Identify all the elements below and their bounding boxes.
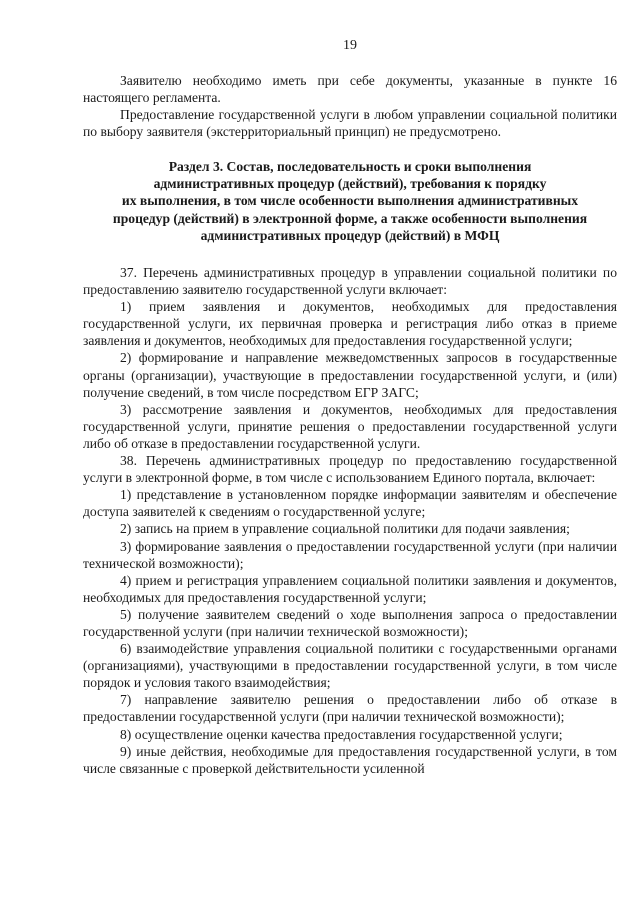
section-heading-line: их выполнения, в том числе особенности выполнения административных — [121, 193, 579, 209]
paragraph-item-37: 37. Перечень административных процедур в управлении социальной политики по предоставлению заявителю государственной услуги включает: — [83, 265, 617, 298]
section-heading-line: административных процедур (действий), требования к порядку — [153, 176, 547, 192]
page-number: 19 — [343, 38, 357, 53]
list-item: 8) осуществление оценки качества предоставления государственной услуги; — [120, 726, 563, 742]
section-heading-line: Раздел 3. Состав, последовательность и сроки выполнения — [168, 159, 532, 174]
section-heading-line: процедур (действий) в электронной форме, а также особенности выполнения — [112, 210, 588, 226]
paragraph: Предоставление государственной услуги в любом управлении социальной политики по выбору заявителя (экстерриториальный принцип) не предусмотрено. — [83, 107, 617, 140]
section-body — [83, 264, 617, 777]
list-item: 2) запись на прием в управление социальной политики для подачи заявления; — [120, 521, 570, 537]
list-item: 1) представление в установленном порядке информации заявителям и обеспечение доступа заявителей к сведениям о государственной услуге; — [83, 487, 617, 520]
list-item: 6) взаимодействие управления социальной политики с государственными органами (организациями), участвующими в предоставлении государственной услуги, в том числе порядок и условия такого взаимодействия; — [83, 641, 617, 691]
list-item: 9) иные действия, необходимые для предоставления государственной услуги, в том числе связанные с проверкой действительности усиленной — [83, 743, 617, 776]
section-heading — [83, 158, 617, 244]
list-item: 3) формирование заявления о предоставлении государственной услуги (при наличии технической возможности); — [83, 538, 617, 571]
section-heading-line: административных процедур (действий) в МФЦ — [200, 227, 500, 243]
paragraph: Заявителю необходимо иметь при себе документы, указанные в пункте 16 настоящего регламента. — [83, 73, 617, 106]
intro-text — [83, 72, 617, 140]
list-item: 1) прием заявления и документов, необходимых для предоставления государственной услуги, их первичная проверка и регистрация либо отказ в приеме заявления и документов, необходимых для предоставления государственной услуги; — [83, 299, 617, 349]
list-item: 2) формирование и направление межведомственных запросов в государственные органы (организации), участвующие в предоставлении государственной услуги, и (или) получение сведений, в том числе посредством ЕГР ЗАГС; — [83, 350, 617, 400]
list-item: 3) рассмотрение заявления и документов, необходимых для предоставления государственной услуги, принятие решения о предоставлении государственной услуги либо об отказе в предоставлении государственной услуги. — [83, 401, 617, 451]
paragraph-item-38: 38. Перечень административных процедур по предоставлению государственной услуги в электронной форме, в том числе с использованием Единого портала, включает: — [83, 453, 617, 486]
list-item: 5) получение заявителем сведений о ходе выполнения запроса о предоставлении государственной услуги (при наличии технической возможности); — [83, 606, 617, 639]
list-item: 7) направление заявителю решения о предоставлении либо об отказе в предоставлении государственной услуги (при наличии технической возможности); — [83, 692, 617, 725]
list-item: 4) прием и регистрация управлением социальной политики заявления и документов, необходимых для предоставления государственной услуги; — [83, 572, 617, 605]
